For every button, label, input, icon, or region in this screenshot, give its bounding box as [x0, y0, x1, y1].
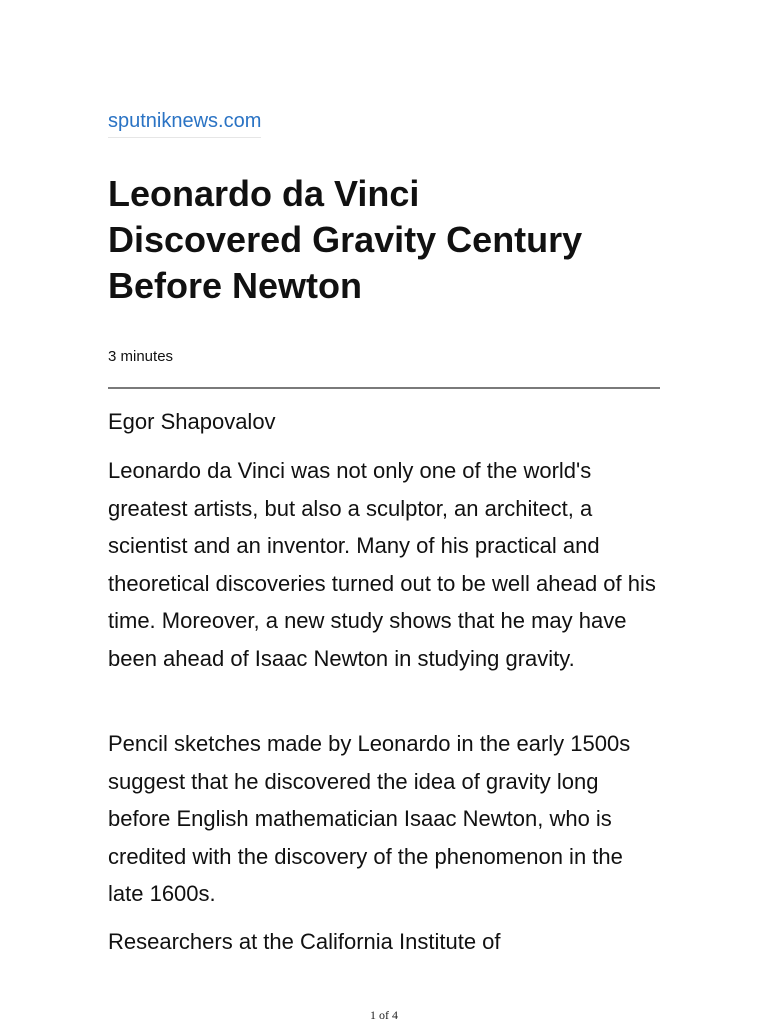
paragraph-2: Pencil sketches made by Leonardo in the early 1500s suggest that he discovered the idea of gravity long before English mathematician Isaac Newton, who is credited with the discovery of the phenomenon in the late 1600s. [108, 731, 631, 906]
author-name: Egor Shapovalov [108, 409, 276, 434]
paragraph-3: Researchers at the California Institute of [108, 929, 501, 954]
title-line-1: Leonardo da Vinci [108, 173, 420, 214]
paragraph-1: Leonardo da Vinci was not only one of the world's greatest artists, but also a sculptor, an architect, a scientist and an inventor. Many of his practical and theoretical discoveries turned out to be well ahead of his time. Moreover, a new study shows that he may have been ahead of Isaac Newton in studying gravity. [108, 458, 656, 671]
title-line-3: Before Newton [108, 265, 363, 306]
article-title [108, 171, 660, 309]
source-link[interactable]: sputniknews.com [108, 110, 261, 138]
title-line-2: Discovered Gravity Century [108, 219, 583, 260]
divider [108, 387, 660, 389]
page-number: 1 of 4 [370, 1008, 398, 1022]
read-time: 3 minutes [108, 348, 174, 365]
